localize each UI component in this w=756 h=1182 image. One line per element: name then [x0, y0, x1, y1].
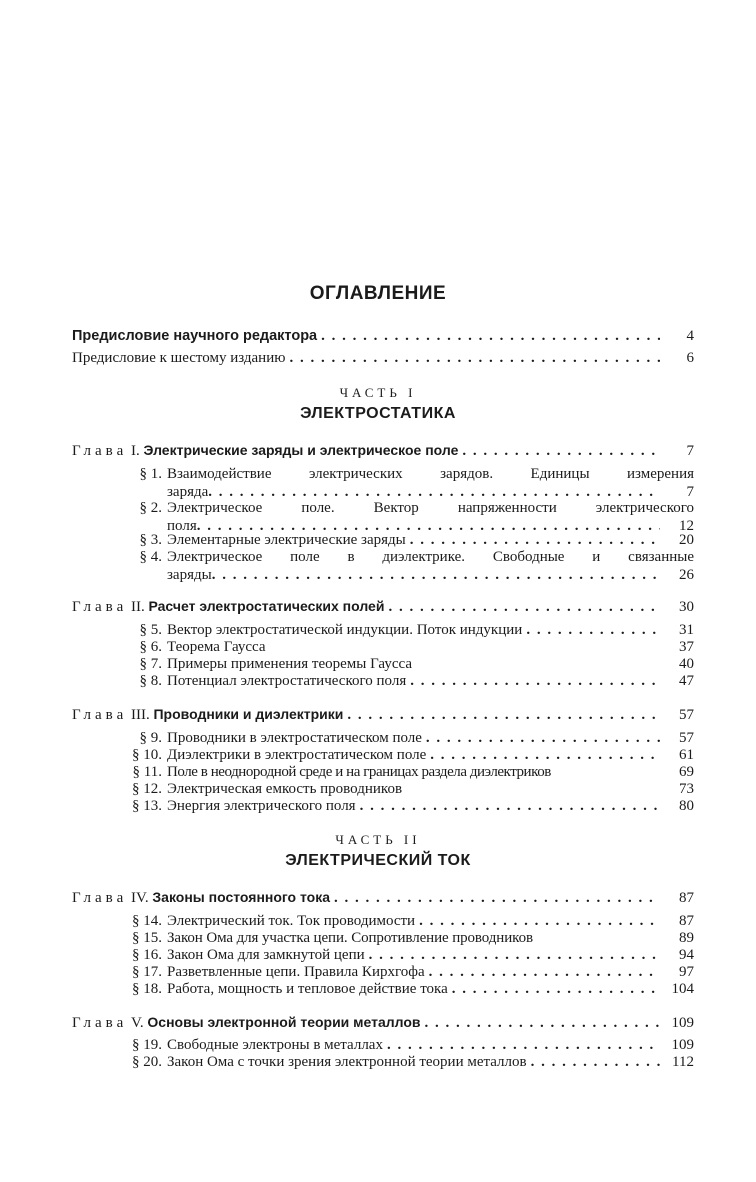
part-label-1: ЧАСТЬ I: [339, 385, 417, 400]
dot-leader: [387, 1036, 660, 1054]
section-title: Закон Ома для замкнутой цепи: [167, 947, 365, 963]
page-number: 31: [679, 622, 694, 638]
page-number: 30: [679, 599, 694, 615]
toc-section-13: [114, 797, 694, 815]
toc-section-3: [114, 531, 694, 549]
section-title: Закон Ома для участка цепи. Сопротивление проводников: [167, 930, 533, 946]
toc-chapter-3: [72, 705, 694, 724]
page-number: 20: [679, 532, 694, 548]
page-number: 61: [679, 747, 694, 763]
section-title: Взаимодействие электрических зарядов. Единицы измерения: [167, 466, 694, 482]
section-title: Работа, мощность и тепловое действие тока: [167, 981, 448, 997]
page-number: 7: [686, 484, 694, 500]
dot-leader: [369, 946, 660, 964]
section-title: Примеры применения теоремы Гаусса: [167, 656, 412, 672]
section-number: § 4.: [139, 549, 162, 565]
chapter-number: V.: [130, 1015, 144, 1031]
page-number: 94: [679, 947, 694, 963]
section-number: § 10.: [132, 747, 162, 763]
section-number: § 5.: [139, 622, 162, 638]
page-number: 40: [679, 656, 694, 672]
section-number: § 1.: [139, 466, 162, 482]
dot-leader: [531, 1053, 660, 1071]
dot-leader: [347, 706, 660, 724]
section-number: § 6.: [139, 639, 162, 655]
chapter-title: Проводники и диэлектрики: [153, 706, 344, 722]
dot-leader: [462, 442, 660, 460]
section-number: § 17.: [132, 964, 162, 980]
chapter-number: IV.: [130, 890, 149, 906]
section-number: § 12.: [132, 781, 162, 797]
section-title: Разветвленные цепи. Правила Кирхгофа: [167, 964, 425, 980]
page-number: 26: [679, 567, 694, 583]
section-title: Свободные электроны в металлах: [167, 1037, 383, 1053]
chapter-word: Глава: [72, 443, 128, 459]
toc-section-2: [114, 499, 694, 535]
chapter-title: Расчет электростатических полей: [148, 598, 385, 614]
page-number: 73: [679, 781, 694, 797]
toc-section-6: [114, 638, 694, 656]
section-number: § 2.: [139, 500, 162, 516]
section-title: Поле в неоднородной среде и на границах раздела диэлектриков: [167, 764, 551, 780]
chapter-title: Электрические заряды и электрическое поле: [143, 442, 459, 458]
section-title: Закон Ома с точки зрения электронной теории металлов: [167, 1054, 527, 1070]
toc-section-11: [114, 763, 694, 781]
page-number: 57: [679, 707, 694, 723]
section-number: § 16.: [132, 947, 162, 963]
chapter-title: Законы постоянного тока: [152, 889, 331, 905]
toc-chapter-1: [72, 441, 694, 460]
section-number: § 15.: [132, 930, 162, 946]
page-number: 47: [679, 673, 694, 689]
section-number: § 3.: [139, 532, 162, 548]
toc-section-15: [114, 929, 694, 947]
section-title: Потенциал электростатического поля: [167, 673, 407, 689]
page-number: 37: [679, 639, 694, 655]
dot-leader: [360, 797, 660, 815]
page-number: 87: [679, 890, 694, 906]
page-number: 4: [686, 328, 694, 344]
section-title: Электрический ток. Ток проводимости: [167, 913, 416, 929]
dot-leader: [419, 912, 660, 930]
toc-chapter-5: [72, 1013, 694, 1032]
page-number: 69: [679, 764, 694, 780]
toc-section-14: [114, 912, 694, 930]
section-number: § 18.: [132, 981, 162, 997]
chapter-word: Глава: [72, 707, 128, 723]
page-number: 109: [671, 1015, 694, 1031]
chapter-number: III.: [130, 707, 150, 723]
chapter-title: Основы электронной теории металлов: [147, 1014, 421, 1030]
section-number: § 19.: [132, 1037, 162, 1053]
toc-section-1: [114, 465, 694, 501]
toc-entry-preface-editor: [72, 327, 694, 345]
dot-leader: [410, 531, 660, 549]
toc-entry-preface-sixth: [72, 349, 694, 367]
toc-chapter-4: [72, 888, 694, 907]
toc-section-19: [114, 1036, 694, 1054]
part-title-1: ЭЛЕКТРОСТАТИКА: [300, 405, 456, 422]
preface-title: Предисловие научного редактора: [72, 328, 318, 344]
toc-section-5: [114, 621, 694, 639]
dot-leader: [410, 672, 660, 690]
section-title: Электрическое поле в диэлектрике. Свободные и связанные: [167, 549, 694, 565]
chapter-word: Глава: [72, 599, 128, 615]
toc-section-12: [114, 780, 694, 798]
section-number: § 20.: [132, 1054, 162, 1070]
dot-leader: [526, 621, 660, 639]
section-title: Проводники в электростатическом поле: [167, 730, 422, 746]
section-number: § 7.: [139, 656, 162, 672]
page-number: 12: [679, 518, 694, 534]
section-number: § 11.: [132, 764, 162, 780]
section-number: § 8.: [139, 673, 162, 689]
page-number: 104: [671, 981, 694, 997]
chapter-number: II.: [130, 599, 145, 615]
page-number: 112: [672, 1054, 694, 1070]
chapter-word: Глава: [72, 890, 128, 906]
toc-section-20: [114, 1053, 694, 1071]
section-title: Элементарные электрические заряды: [167, 532, 406, 548]
toc-section-10: [114, 746, 694, 764]
dot-leader: [334, 889, 660, 907]
section-number: § 14.: [132, 913, 162, 929]
section-title: Диэлектрики в электростатическом поле: [167, 747, 427, 763]
chapter-number: I.: [130, 443, 140, 459]
section-title: Теорема Гаусса: [167, 639, 266, 655]
toc-section-8: [114, 672, 694, 690]
preface-title: Предисловие к шестому изданию: [72, 350, 286, 366]
page-number: 97: [679, 964, 694, 980]
section-title-cont: заряды: [167, 567, 212, 583]
toc-section-18: [114, 980, 694, 998]
part-title-2: ЭЛЕКТРИЧЕСКИЙ ТОК: [285, 852, 471, 869]
dot-leader: [212, 566, 660, 584]
section-title-cont: поля: [167, 518, 197, 534]
dot-leader: [430, 746, 660, 764]
section-number: § 9.: [139, 730, 162, 746]
dot-leader: [289, 349, 660, 367]
section-title: Электрическое поле. Вектор напряженности электрического: [167, 500, 694, 516]
dot-leader: [452, 980, 660, 998]
toc-section-4: [114, 548, 694, 584]
toc-section-16: [114, 946, 694, 964]
page-number: 6: [686, 350, 694, 366]
toc-section-7: [114, 655, 694, 673]
page-number: 87: [679, 913, 694, 929]
dot-leader: [321, 327, 660, 345]
page-number: 109: [671, 1037, 694, 1053]
dot-leader: [429, 963, 660, 981]
page-number: 89: [679, 930, 694, 946]
dot-leader: [425, 1014, 660, 1032]
section-title-cont: заряда: [167, 484, 209, 500]
page-number: 80: [679, 798, 694, 814]
page-number: 7: [686, 443, 694, 459]
part-label-2: ЧАСТЬ II: [335, 832, 421, 847]
dot-leader: [426, 729, 660, 747]
toc-section-9: [114, 729, 694, 747]
page-number: 57: [679, 730, 694, 746]
section-title: Энергия электрического поля: [167, 798, 356, 814]
section-number: § 13.: [132, 798, 162, 814]
toc-section-17: [114, 963, 694, 981]
dot-leader: [388, 598, 660, 616]
section-title: Вектор электростатической индукции. Поток индукции: [167, 622, 523, 638]
chapter-word: Глава: [72, 1015, 128, 1031]
section-title: Электрическая емкость проводников: [167, 781, 403, 797]
page-title: ОГЛАВЛЕНИЕ: [309, 283, 447, 304]
toc-chapter-2: [72, 597, 694, 616]
